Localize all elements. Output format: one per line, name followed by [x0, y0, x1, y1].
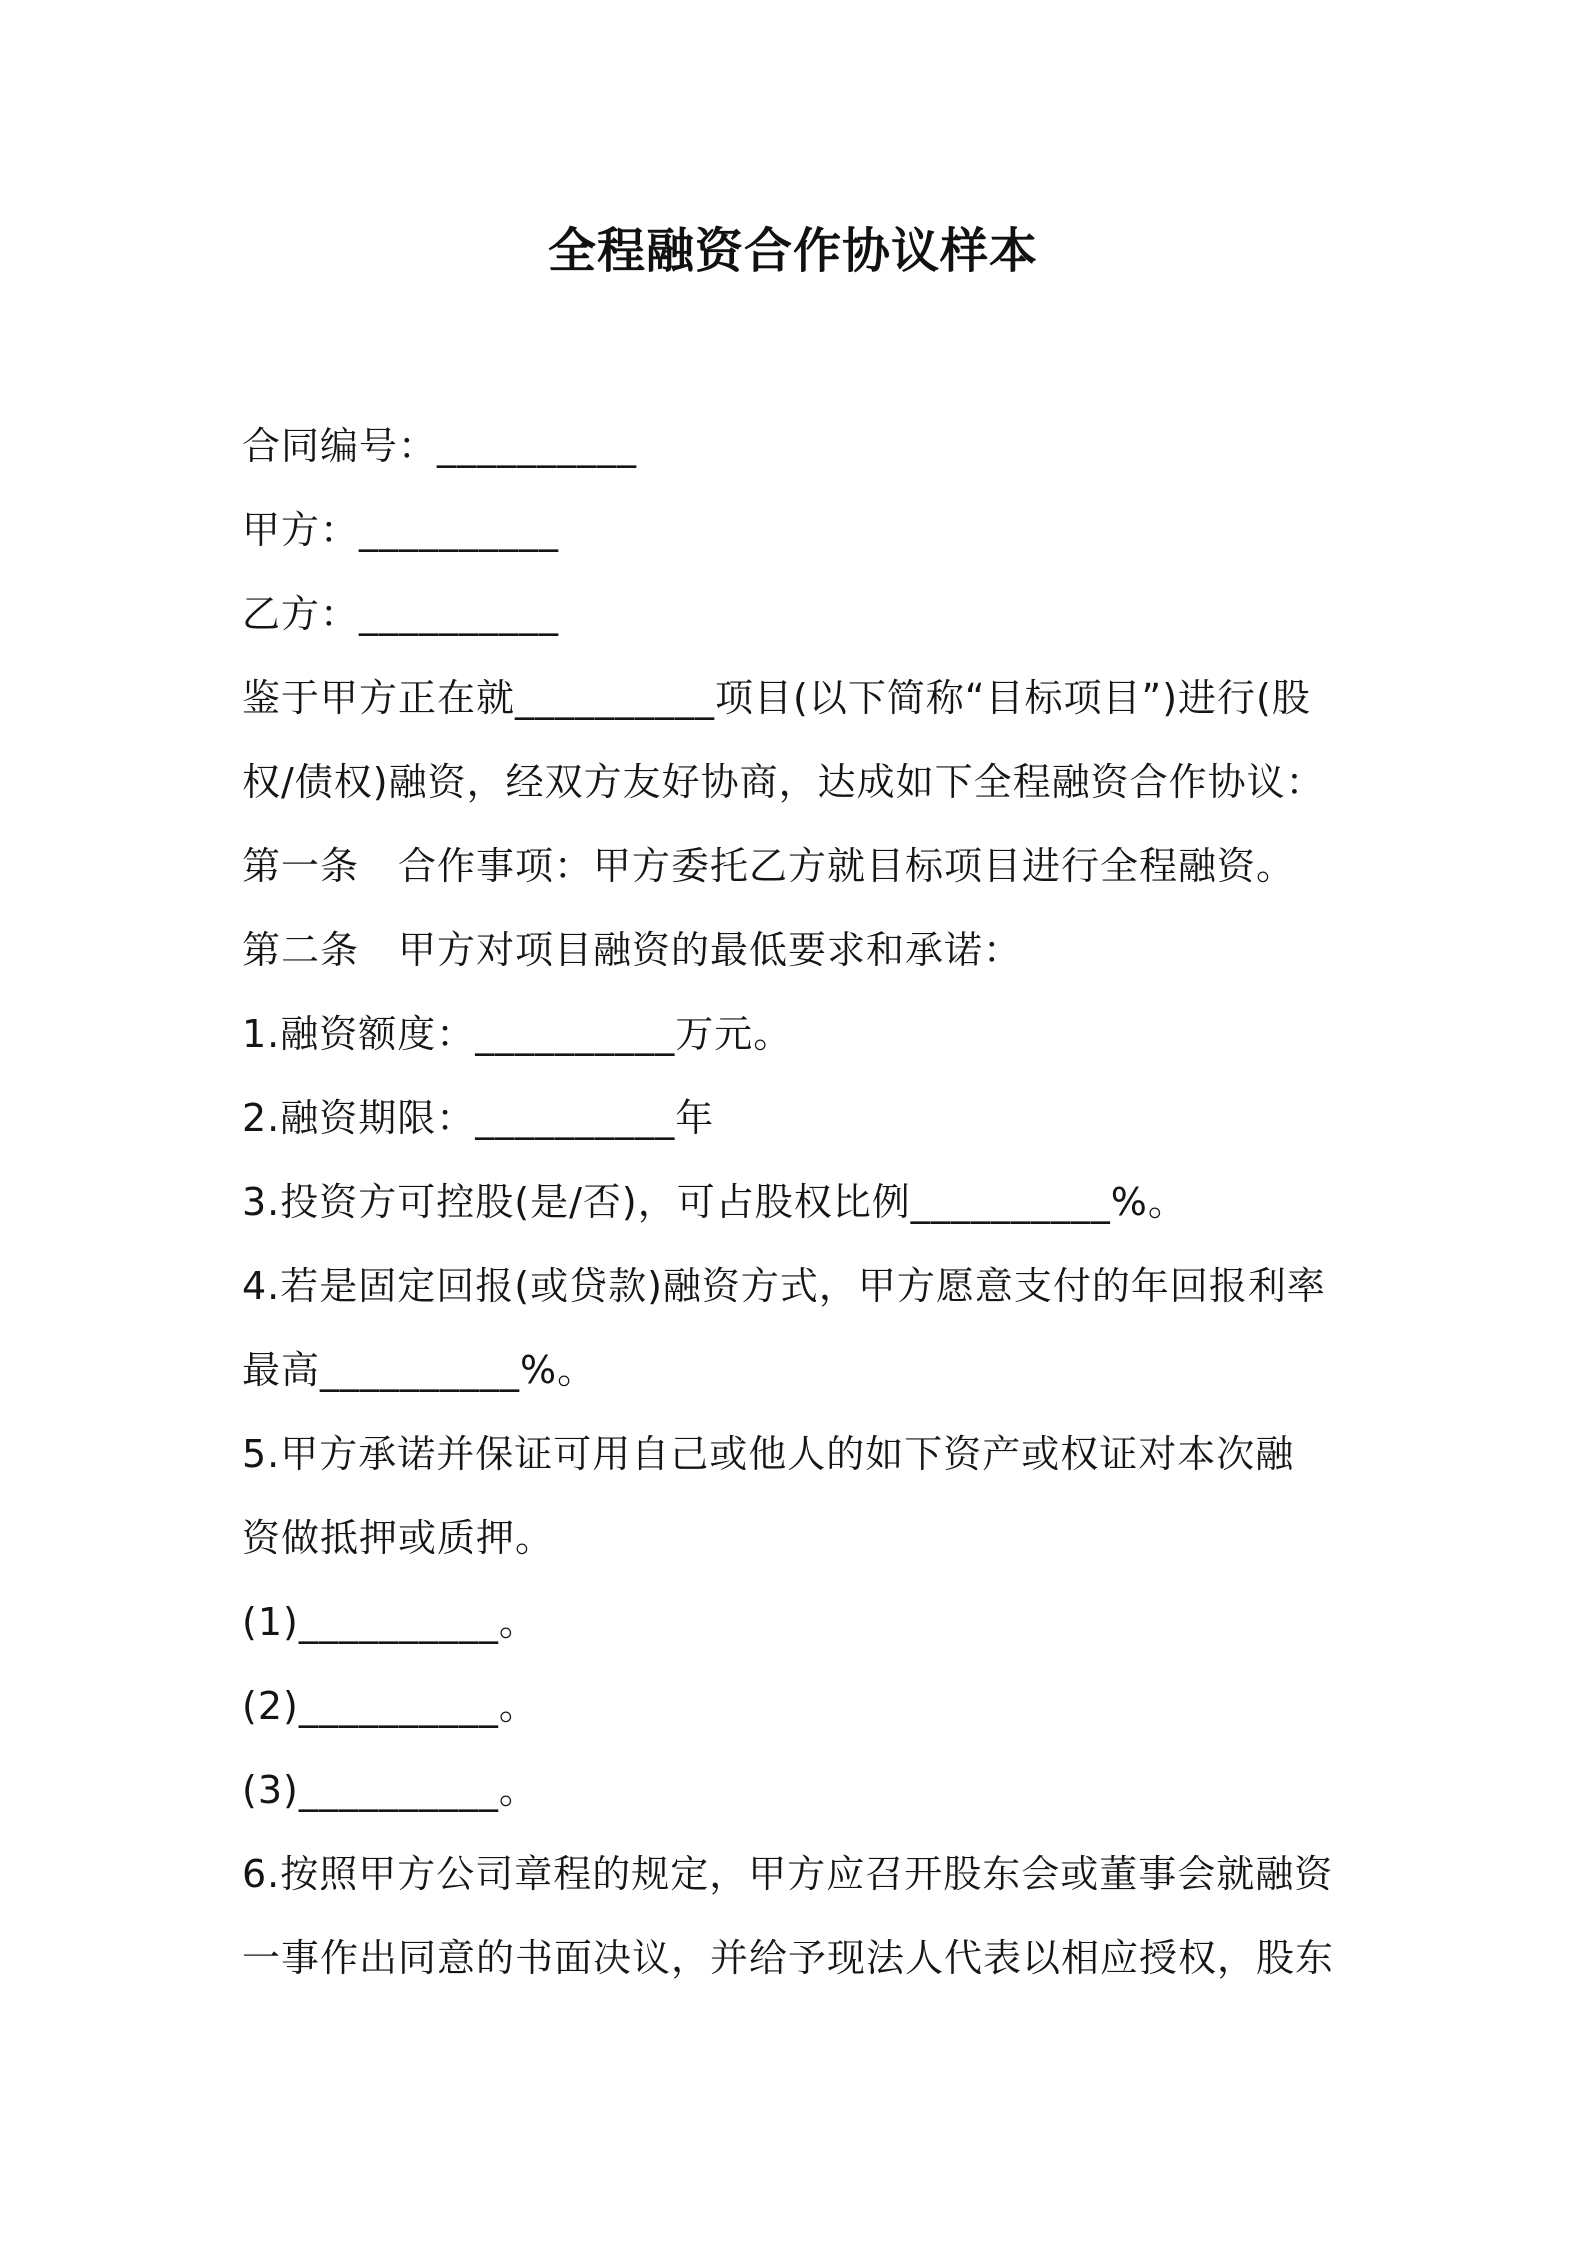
- item-1-financing-amount: 1.融资额度：__________万元。: [242, 1012, 793, 1056]
- preamble-line-1: 鉴于甲方正在就__________项目(以下简称“目标项目”)进行(股: [242, 676, 1311, 720]
- item-5-line-2: 资做抵押或质押。: [242, 1516, 555, 1560]
- party-a-field: 甲方：__________: [242, 508, 560, 552]
- sub-item-2: (2)__________。: [242, 1684, 538, 1728]
- item-4-line-1: 4.若是固定回报(或贷款)融资方式，甲方愿意支付的年回报利率: [242, 1264, 1326, 1308]
- sub-item-1: (1)__________。: [242, 1600, 538, 1644]
- preamble-line-2: 权/债权)融资，经双方友好协商，达成如下全程融资合作协议：: [242, 760, 1325, 804]
- article-1: 第一条 合作事项：甲方委托乙方就目标项目进行全程融资。: [242, 844, 1296, 888]
- sub-item-3: (3)__________。: [242, 1768, 538, 1812]
- party-b-field: 乙方：__________: [242, 592, 560, 636]
- document-body: [242, 404, 1352, 2000]
- contract-number-field: 合同编号：__________: [242, 424, 638, 468]
- item-3-equity-ratio: 3.投资方可控股(是/否)，可占股权比例__________%。: [242, 1180, 1187, 1224]
- document-title: 全程融资合作协议样本: [547, 223, 1038, 279]
- item-6-line-2: 一事作出同意的书面决议，并给予现法人代表以相应授权，股东: [242, 1936, 1335, 1980]
- item-5-line-1: 5.甲方承诺并保证可用自己或他人的如下资产或权证对本次融: [242, 1432, 1295, 1476]
- item-4-line-2: 最高__________%。: [242, 1348, 597, 1392]
- item-6-line-1: 6.按照甲方公司章程的规定，甲方应召开股东会或董事会就融资: [242, 1852, 1334, 1896]
- item-2-financing-term: 2.融资期限：__________年: [242, 1096, 715, 1140]
- article-2: 第二条 甲方对项目融资的最低要求和承诺：: [242, 928, 1023, 972]
